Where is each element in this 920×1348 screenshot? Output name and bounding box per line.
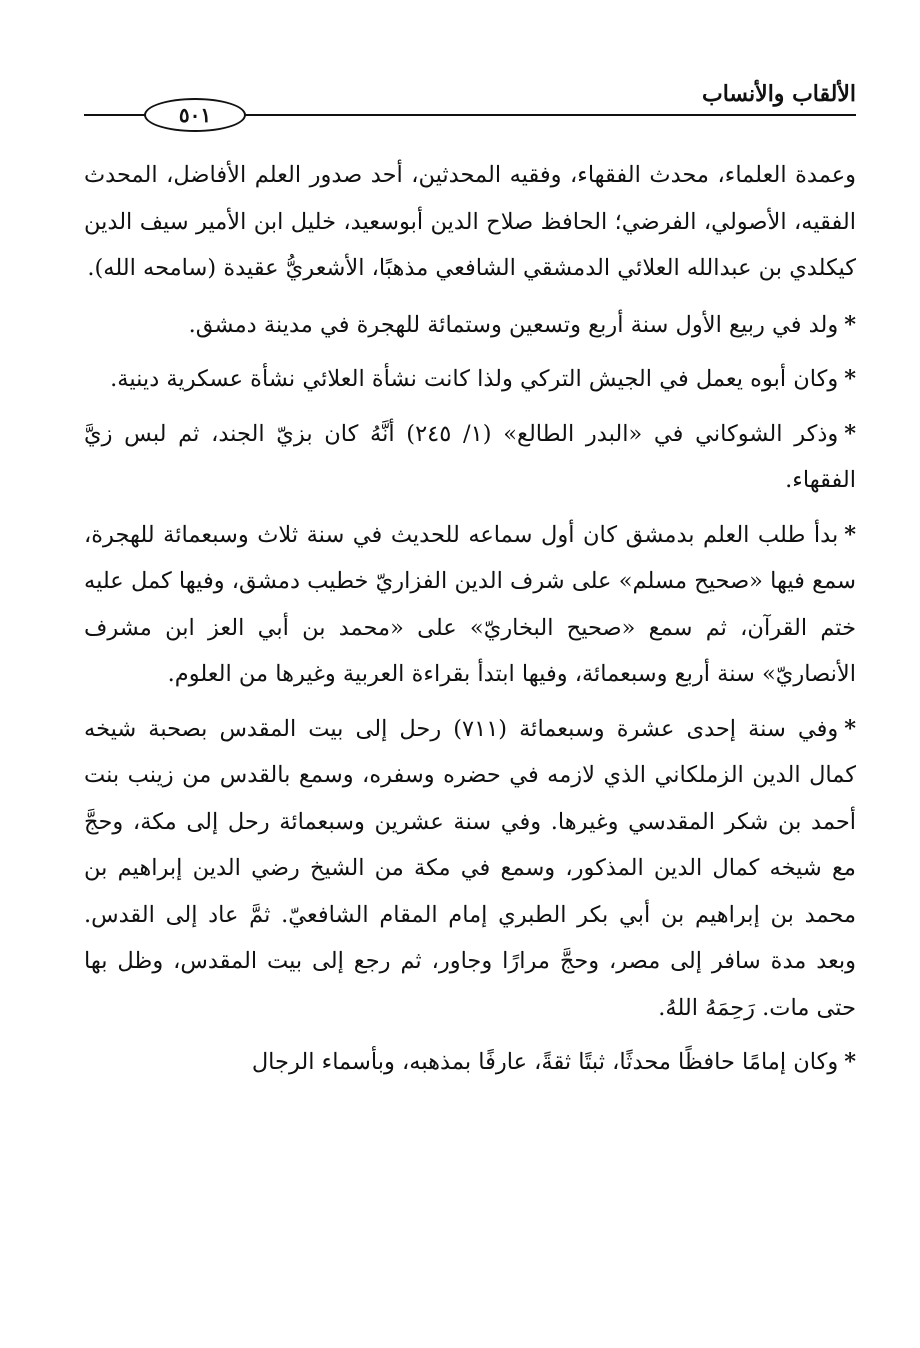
paragraph-text: وفي سنة إحدى عشرة وسبعمائة (٧١١) رحل إلى بيت المقدس بصحبة شيخه كمال الدين الزملكاني الذي لازمه في حضره وسفره، وسمع بالقدس من زينب بنت أحمد بن شكر المقدسي وغيرها. وفي سنة عشرين وسبعمائة رحل إلى مكة، وحجَّ مع شيخه كمال الدين المذكور، وسمع في مكة من الشيخ رضي الدين إبراهيم بن محمد بن إبراهيم بن أبي بكر الطبري إمام المقام الشافعيّ. ثمَّ عاد إلى القدس. وبعد مدة سافر إلى مصر، وحجَّ مرارًا وجاور، ثم رجع إلى بيت المقدس، وظل بها حتى مات. رَحِمَهُ اللهُ.: [84, 715, 856, 1021]
paragraph-text: بدأ طلب العلم بدمشق كان أول سماعه للحديث في سنة ثلاث وسبعمائة للهجرة، سمع فيها «صحيح مسلم» على شرف الدين الفزاريّ خطيب دمشق، وفيها كمل عليه ختم القرآن، ثم سمع «صحيح البخاريّ» على «محمد بن أبي العز ابن مشرف الأنصاريّ» سنة أربع وسبعمائة، وفيها ابتدأ بقراءة العربية وغيرها من العلوم.: [84, 521, 856, 687]
bullet-star: *: [844, 311, 856, 338]
paragraph-7: [84, 1039, 856, 1086]
page-header: [84, 80, 856, 130]
paragraph-text: وعمدة العلماء، محدث الفقهاء، وفقيه المحدثين، أحد صدور العلم الأفاضل، المحدث الفقيه، الأصولي، الفرضي؛ الحافظ صلاح الدين أبوسعيد، خليل ابن الأمير سيف الدين كيكلدي بن عبدالله العلائي الدمشقي الشافعي مذهبًا، الأشعريُّ عقيدة (سامحه الله).: [84, 162, 856, 281]
running-title: الألقاب والأنساب: [701, 81, 856, 107]
bullet-star: *: [844, 420, 856, 447]
paragraph-3: [84, 356, 856, 403]
paragraph-text: ولد في ربيع الأول سنة أربع وتسعين وستمائة للهجرة في مدينة دمشق.: [188, 311, 839, 338]
paragraph-4: [84, 411, 856, 504]
bullet-star: *: [844, 366, 856, 392]
paragraph-text: وكان أبوه يعمل في الجيش التركي ولذا كانت نشأة العلائي نشأة عسكرية دينية.: [110, 366, 839, 392]
paragraph-6: [84, 706, 856, 1032]
bullet-star: *: [844, 715, 856, 742]
paragraph-text: وذكر الشوكاني في «البدر الطالع» (١/ ٢٤٥) أنَّهُ كان بزيّ الجند، ثم لبس زيَّ الفقهاء.: [84, 420, 856, 493]
bullet-star: *: [844, 521, 856, 548]
paragraph-text: وكان إمامًا حافظًا محدثًا، ثبتًا ثقةً، عارفًا بمذهبه، وبأسماء الرجال: [251, 1049, 839, 1075]
page-number: ٥٠١: [144, 98, 246, 132]
paragraph-1: [84, 152, 856, 292]
paragraph-2: [84, 302, 856, 349]
body-text: [84, 152, 856, 1094]
paragraph-5: [84, 512, 856, 698]
bullet-star: *: [844, 1049, 856, 1075]
